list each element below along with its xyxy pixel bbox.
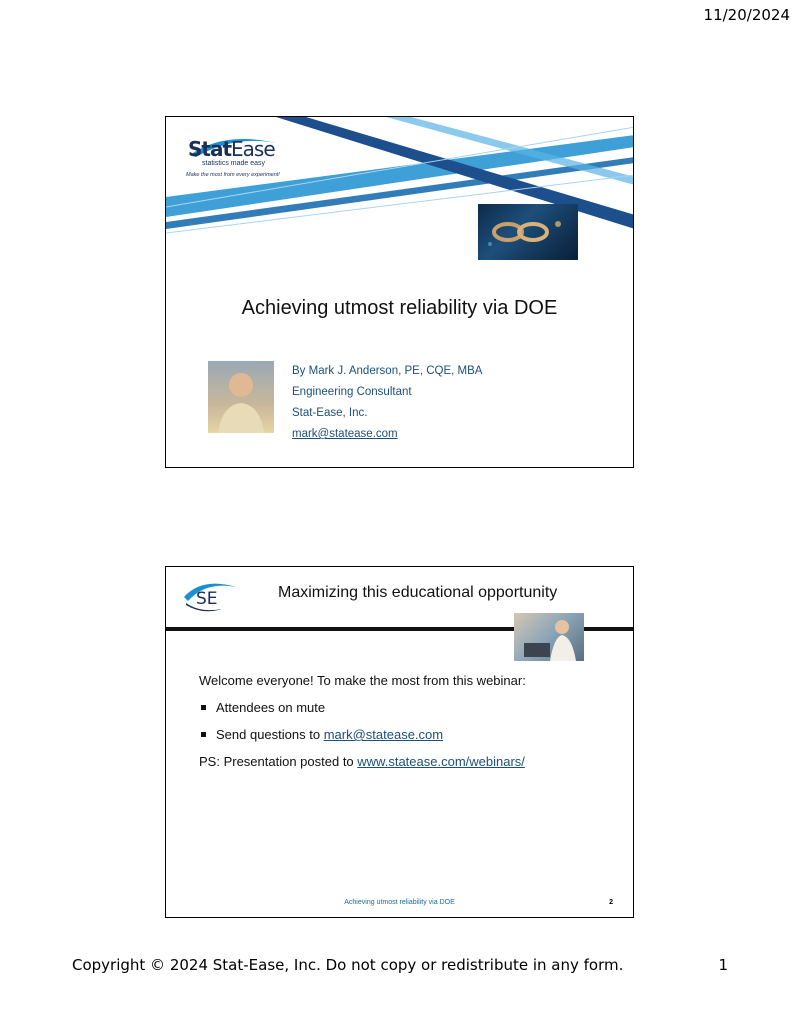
slide-footer: Achieving utmost reliability via DOE bbox=[344, 899, 455, 906]
slide-title: Maximizing this educational opportunity bbox=[278, 584, 558, 601]
ps-line: PS: Presentation posted to www.statease.com/webinars/ bbox=[199, 754, 525, 769]
author-company: Stat-Ease, Inc. bbox=[292, 407, 368, 419]
bullet-mute: Attendees on mute bbox=[199, 698, 526, 725]
logo-subtitle: statistics made easy bbox=[202, 160, 266, 167]
se-logo-text: SE bbox=[196, 589, 218, 609]
author-name: By Mark J. Anderson, PE, CQE, MBA bbox=[292, 365, 483, 377]
author-photo bbox=[208, 361, 274, 433]
author-info bbox=[292, 361, 482, 445]
slide-number: 2 bbox=[609, 899, 613, 906]
questions-email-link[interactable]: mark@statease.com bbox=[323, 727, 444, 742]
copyright-notice: Copyright © 2024 Stat-Ease, Inc. Do not copy or redistribute in any form. bbox=[72, 956, 624, 974]
author-email-link[interactable]: mark@statease.com bbox=[292, 428, 398, 440]
slide-2 bbox=[165, 566, 634, 918]
page-date: 11/20/2024 bbox=[703, 6, 790, 24]
slide-title: Achieving utmost reliability via DOE bbox=[241, 297, 558, 319]
logo-wordmark: StatEase bbox=[188, 137, 275, 161]
logo-tagline: Make the most from every experiment! bbox=[186, 172, 280, 178]
chain-photo bbox=[478, 204, 578, 260]
webinars-link[interactable]: www.statease.com/webinars/ bbox=[357, 754, 525, 769]
bullet-questions: Send questions to mark@statease.com bbox=[199, 725, 526, 752]
laptop-photo bbox=[514, 613, 584, 661]
page-number: 1 bbox=[718, 956, 728, 974]
slide-1 bbox=[165, 116, 634, 468]
se-logo bbox=[182, 579, 238, 615]
slide-body bbox=[199, 671, 526, 779]
author-role: Engineering Consultant bbox=[292, 386, 412, 398]
intro-text: Welcome everyone! To make the most from this webinar: bbox=[199, 673, 526, 688]
